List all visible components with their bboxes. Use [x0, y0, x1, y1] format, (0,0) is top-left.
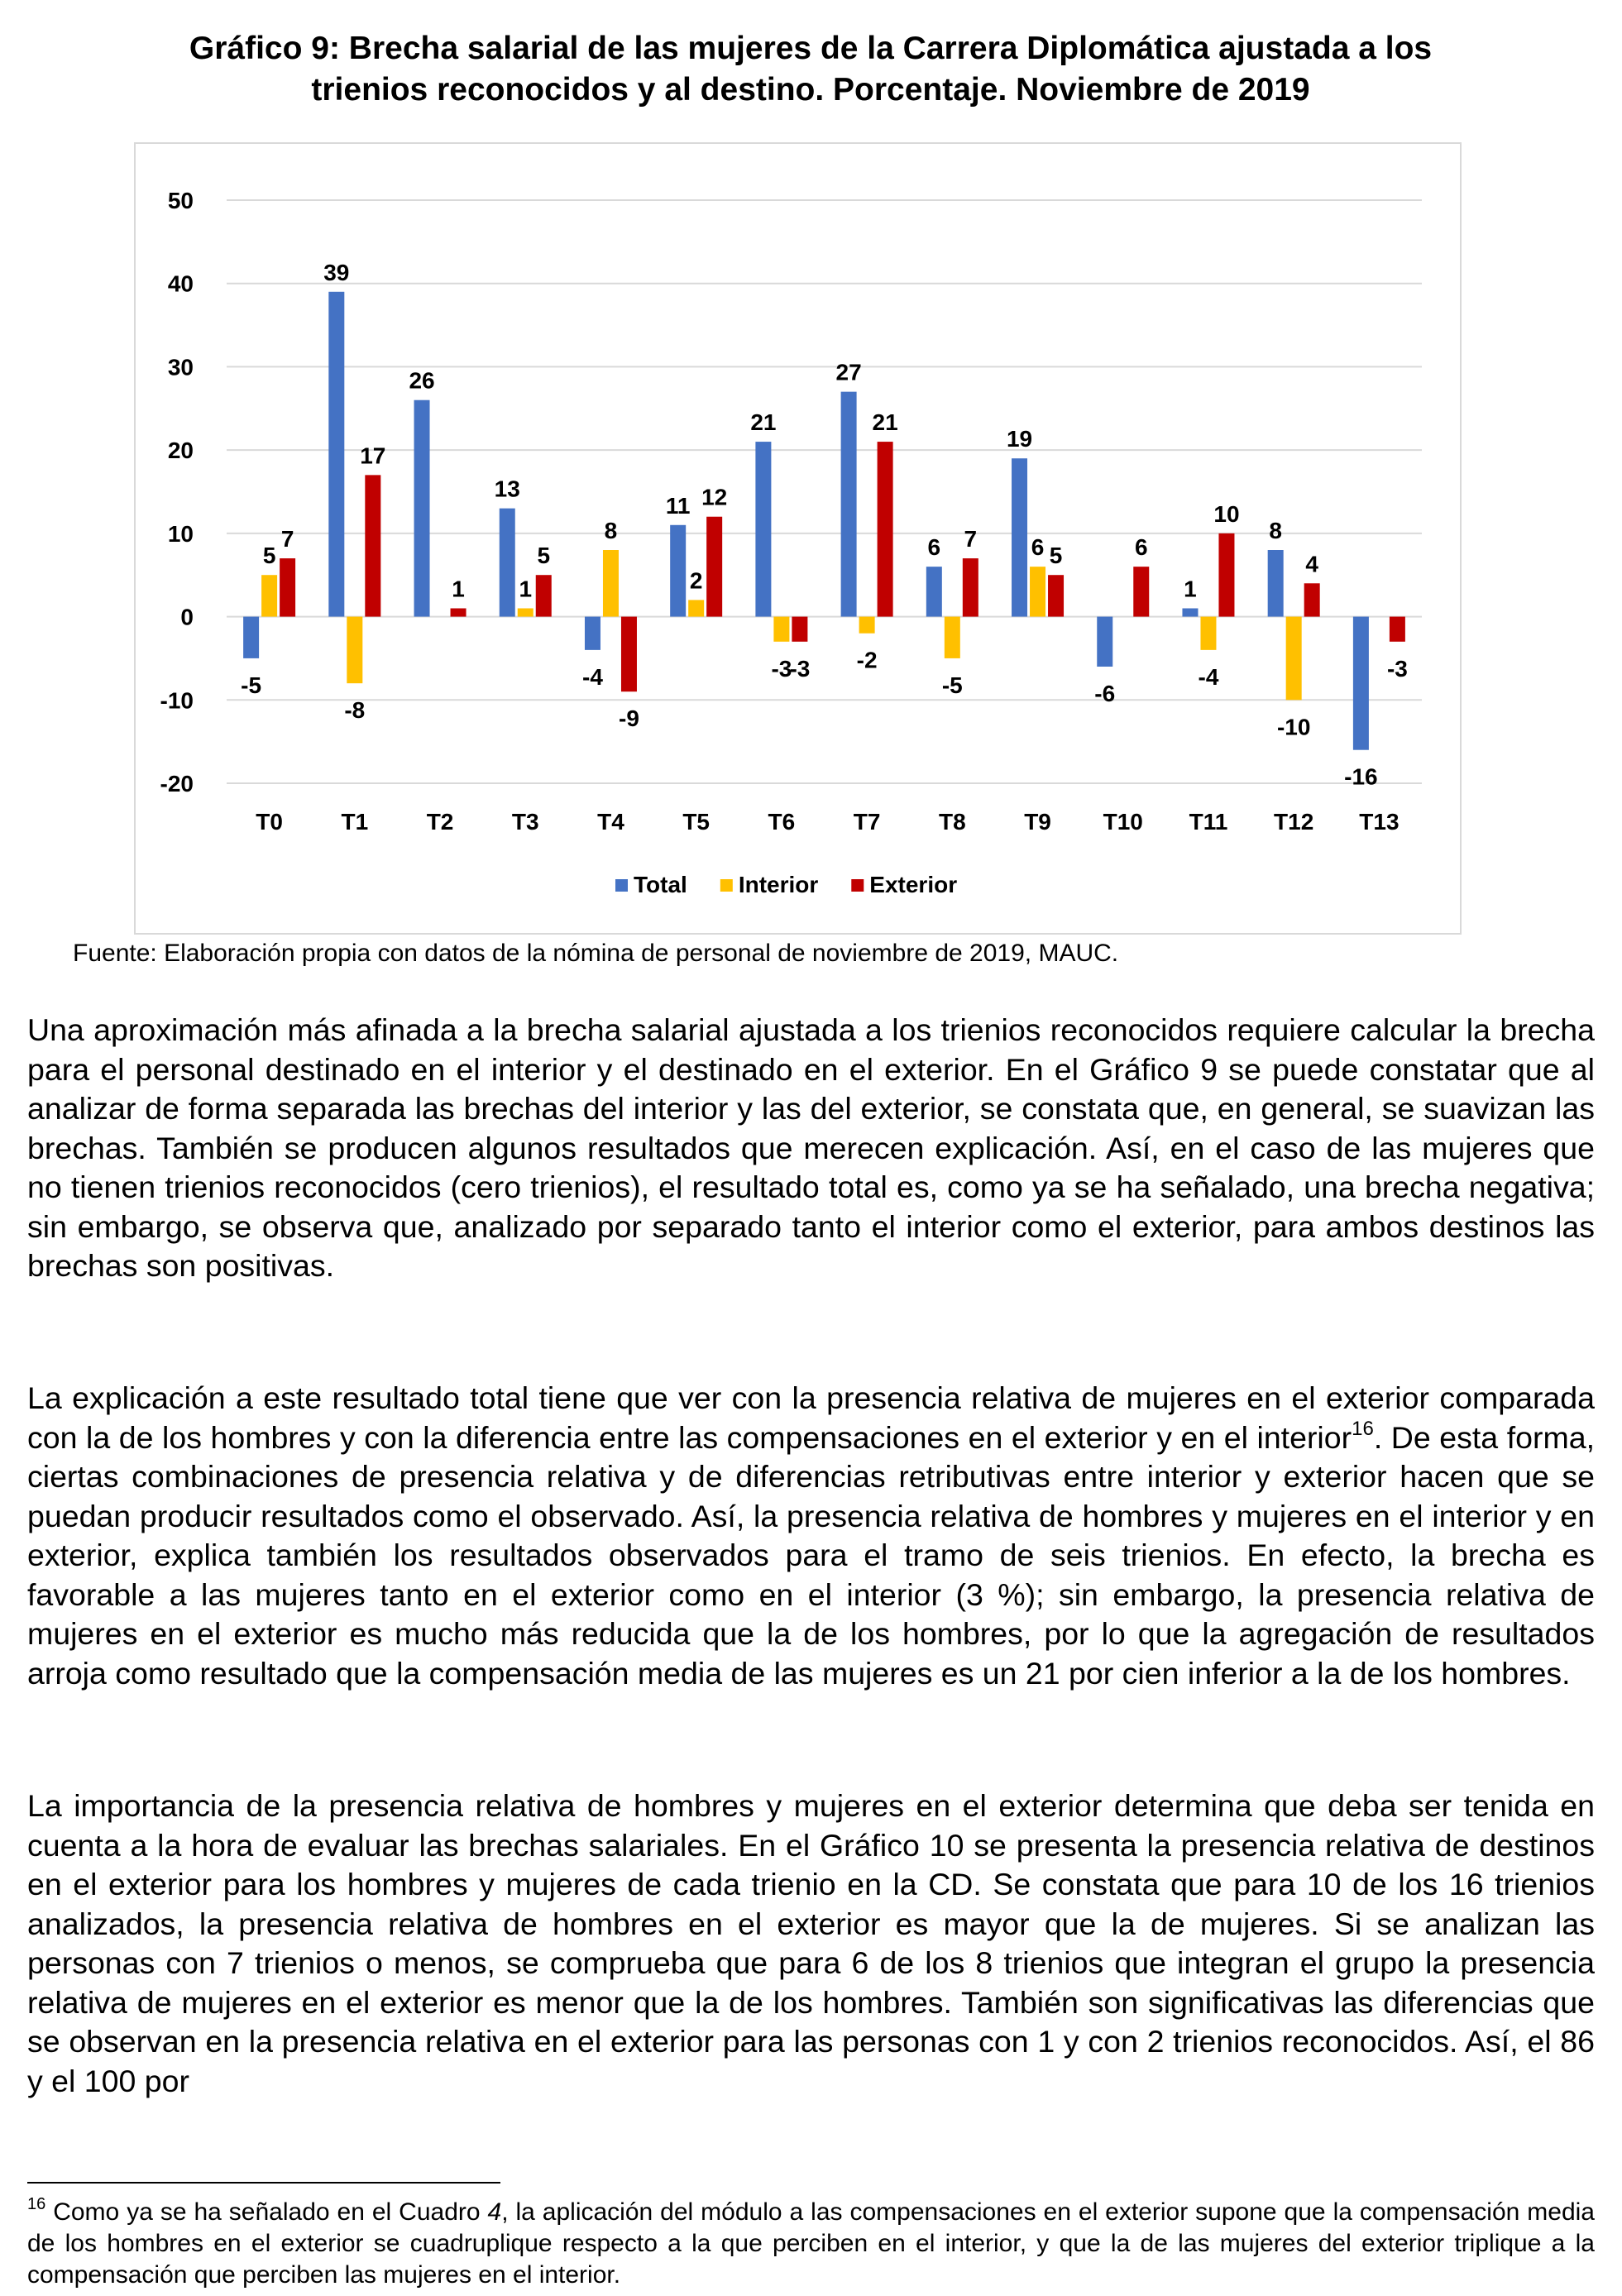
x-tick-label: T5	[682, 809, 711, 835]
bar	[536, 575, 552, 616]
bar	[365, 475, 380, 616]
data-label: 1	[452, 576, 465, 602]
bar	[773, 617, 789, 642]
bar	[841, 392, 857, 617]
data-label: 8	[1269, 518, 1282, 543]
data-label: -8	[344, 697, 366, 724]
data-label: 6	[1031, 534, 1045, 561]
bar	[243, 617, 259, 658]
bar	[1200, 617, 1216, 650]
paragraph-2	[27, 1379, 1595, 1693]
data-label: 17	[360, 442, 386, 469]
x-tick-label: T11	[1189, 809, 1228, 835]
data-label: -16	[1344, 763, 1378, 790]
bar	[945, 617, 960, 658]
footnote-table-ref: 4	[487, 2198, 502, 2226]
footnote-text-b: , la aplicación del módulo a las compensaciones en el exterior supone que la compensación media de los hombres en el exterior se cuadruplique respecto a la que perciben en el interior, y que la de las mujeres del exterior triplique a la compensación que perciben las mujeres en el interior.	[27, 2198, 1595, 2289]
bar	[792, 617, 807, 642]
paragraph-2-text-a: La explicación a este resultado total tiene que ver con la presencia relativa de mujeres en el exterior comparada con la de los hombres y con la diferencia entre las compensaciones en el exterior y en el interior	[27, 1380, 1595, 1455]
y-tick-label: 30	[167, 354, 194, 380]
paragraph-1: Una aproximación más afinada a la brecha salarial ajustada a los trienios reconocidos requiere calcular la brecha para el personal destinado en el interior y el destinado en el exterior. En el Gráfico 9 se puede constatar que al analizar de forma separada las brechas del interior y las del exterior, se constata que, en general, se suavizan las brechas. También se producen algunos resultados que merecen explicación. Así, en el caso de las mujeres que no tienen trienios reconocidos (cero trienios), el resultado total es, como ya se ha señalado, una brecha negativa; sin embargo, se observa que, analizado por separado tanto el interior como el exterior, para ambos destinos las brechas son positivas.	[27, 1012, 1595, 1283]
bar	[1182, 609, 1198, 617]
legend-swatch	[615, 879, 628, 892]
y-tick-label: -20	[160, 771, 194, 796]
y-tick-label: 40	[167, 270, 194, 297]
x-tick-label: T13	[1359, 809, 1400, 835]
x-tick-label: T7	[853, 809, 881, 835]
data-label: 5	[1049, 543, 1063, 569]
bar	[347, 617, 362, 684]
bar	[1390, 617, 1405, 642]
legend-swatch	[851, 879, 864, 892]
chart-source: Fuente: Elaboración propia con datos de la nómina de personal de noviembre de 2019, MAUC.	[73, 940, 1119, 967]
x-tick-label: T4	[597, 809, 624, 835]
x-tick-label: T9	[1024, 809, 1051, 835]
data-label: 13	[494, 476, 520, 502]
bar-chart	[136, 144, 1460, 933]
bar	[1353, 617, 1369, 750]
data-label: 6	[927, 534, 941, 561]
data-label: 10	[1213, 500, 1240, 527]
data-label: -6	[1094, 681, 1116, 706]
y-tick-label: 50	[167, 188, 194, 213]
data-label: 8	[604, 518, 618, 543]
data-label: 7	[964, 526, 978, 552]
footnote-reference[interactable]: 16	[1352, 1418, 1374, 1440]
data-label: 7	[280, 526, 294, 552]
chart-frame	[134, 142, 1462, 935]
paragraph-2-text-b: . De esta forma, ciertas combinaciones de presencia relativa y de diferencias retributivas entre interior y exterior hacen que se puedan producir resultados como el observado. Así, la presencia relativa de hombres y mujeres en el interior y en exterior, explica también los resultados observados para el tramo de seis trienios. En efecto, la brecha es favorable a las mujeres tanto en el exterior como en el interior (3 %); sin embargo, la presencia relativa de mujeres en el exterior es mucho más reducida que la de los hombres, por lo que la agregación de resultados arroja como resultado que la compensación media de las mujeres es un 21 por cien inferior a la de los hombres.	[27, 1419, 1595, 1691]
bar	[603, 550, 619, 617]
bar	[1268, 550, 1284, 617]
footnote-number: 16	[27, 2195, 46, 2213]
data-label: 2	[689, 567, 703, 594]
bar	[1133, 567, 1149, 616]
data-label: -4	[1198, 663, 1219, 690]
bar	[1286, 617, 1302, 701]
x-tick-label: T0	[256, 809, 283, 835]
bar	[688, 600, 704, 616]
bar	[518, 609, 533, 617]
bar	[328, 292, 344, 617]
data-label: 12	[701, 484, 728, 510]
bar	[670, 525, 686, 617]
bar	[1218, 533, 1234, 617]
legend-swatch	[720, 879, 733, 892]
bar	[926, 567, 942, 616]
data-label: 26	[409, 367, 435, 394]
legend-label: Total	[634, 872, 687, 897]
data-label: -2	[856, 647, 878, 673]
footnote-separator	[27, 2182, 500, 2184]
legend-label: Exterior	[869, 872, 958, 897]
bar	[261, 575, 277, 616]
data-label: -3	[771, 655, 792, 682]
bar	[1030, 567, 1045, 616]
data-label: -3	[1386, 655, 1408, 682]
bar	[621, 617, 637, 692]
bar	[755, 442, 771, 617]
bar	[451, 609, 467, 617]
data-label: 21	[750, 409, 777, 436]
data-label: 39	[323, 259, 350, 285]
x-tick-label: T1	[341, 809, 369, 835]
bar	[585, 617, 600, 650]
bar	[859, 617, 875, 634]
data-label: 4	[1305, 551, 1318, 577]
y-tick-label: 0	[180, 604, 194, 630]
data-label: -9	[619, 706, 639, 732]
bar	[706, 517, 722, 617]
bar	[878, 442, 893, 617]
bar	[414, 400, 430, 617]
x-tick-label: T3	[511, 809, 539, 835]
footnote-text-a: Como ya se ha señalado en el Cuadro	[45, 2198, 488, 2226]
footnote	[27, 2197, 1595, 2291]
data-label: 27	[835, 359, 862, 385]
x-tick-label: T8	[938, 809, 966, 835]
legend-label: Interior	[738, 872, 819, 897]
chart-title	[50, 28, 1572, 111]
x-tick-label: T6	[768, 809, 796, 835]
bar	[963, 558, 978, 617]
data-label: -5	[241, 672, 262, 698]
data-label: 1	[1184, 576, 1197, 602]
data-label: 1	[519, 576, 533, 602]
data-label: 5	[262, 543, 276, 569]
data-label: 11	[665, 492, 691, 519]
y-tick-label: 10	[167, 520, 194, 547]
chart-title-line-2: trienios reconocidos y al destino. Porcentaje. Noviembre de 2019	[311, 72, 1310, 108]
data-label: 21	[872, 409, 898, 436]
bar	[280, 558, 295, 617]
data-label: -4	[582, 663, 603, 690]
bar	[1097, 617, 1112, 667]
chart-title-line-1: Gráfico 9: Brecha salarial de las mujeres de la Carrera Diplomática ajustada a los	[189, 31, 1433, 66]
x-tick-label: T10	[1103, 809, 1143, 835]
y-tick-label: -10	[160, 687, 194, 714]
bar	[1304, 583, 1320, 616]
bar	[500, 509, 515, 617]
bar	[1048, 575, 1064, 616]
data-label: -5	[941, 672, 963, 698]
paragraph-3: La importancia de la presencia relativa de hombres y mujeres en el exterior determina que deba ser tenida en cuenta a la hora de evaluar las brechas salariales. En el Gráfico 10 se presenta la presencia relativa de destinos en el exterior para los hombres y mujeres de cada trienio en la CD. Se constata que para 10 de los 16 trienios analizados, la presencia relativa de hombres en el exterior es mayor que la de mujeres. Si se analizan las personas con 7 trienios o menos, se comprueba que para 6 de los 8 trienios que integran el grupo la presencia relativa de mujeres en el exterior es menor que la de los hombres. También son significativas las diferencias que se observan en la presencia relativa en el exterior para las personas con 1 y con 2 trienios reconocidos. Así, el 86 y el 100 por	[27, 1788, 1595, 2098]
data-label: -3	[789, 655, 811, 682]
data-label: 19	[1006, 426, 1033, 452]
data-label: -10	[1276, 714, 1311, 740]
x-tick-label: T12	[1274, 809, 1314, 835]
data-label: 5	[537, 543, 551, 569]
data-label: 6	[1134, 534, 1148, 561]
y-tick-label: 20	[167, 438, 194, 464]
bar	[1012, 458, 1027, 616]
x-tick-label: T2	[426, 809, 454, 835]
